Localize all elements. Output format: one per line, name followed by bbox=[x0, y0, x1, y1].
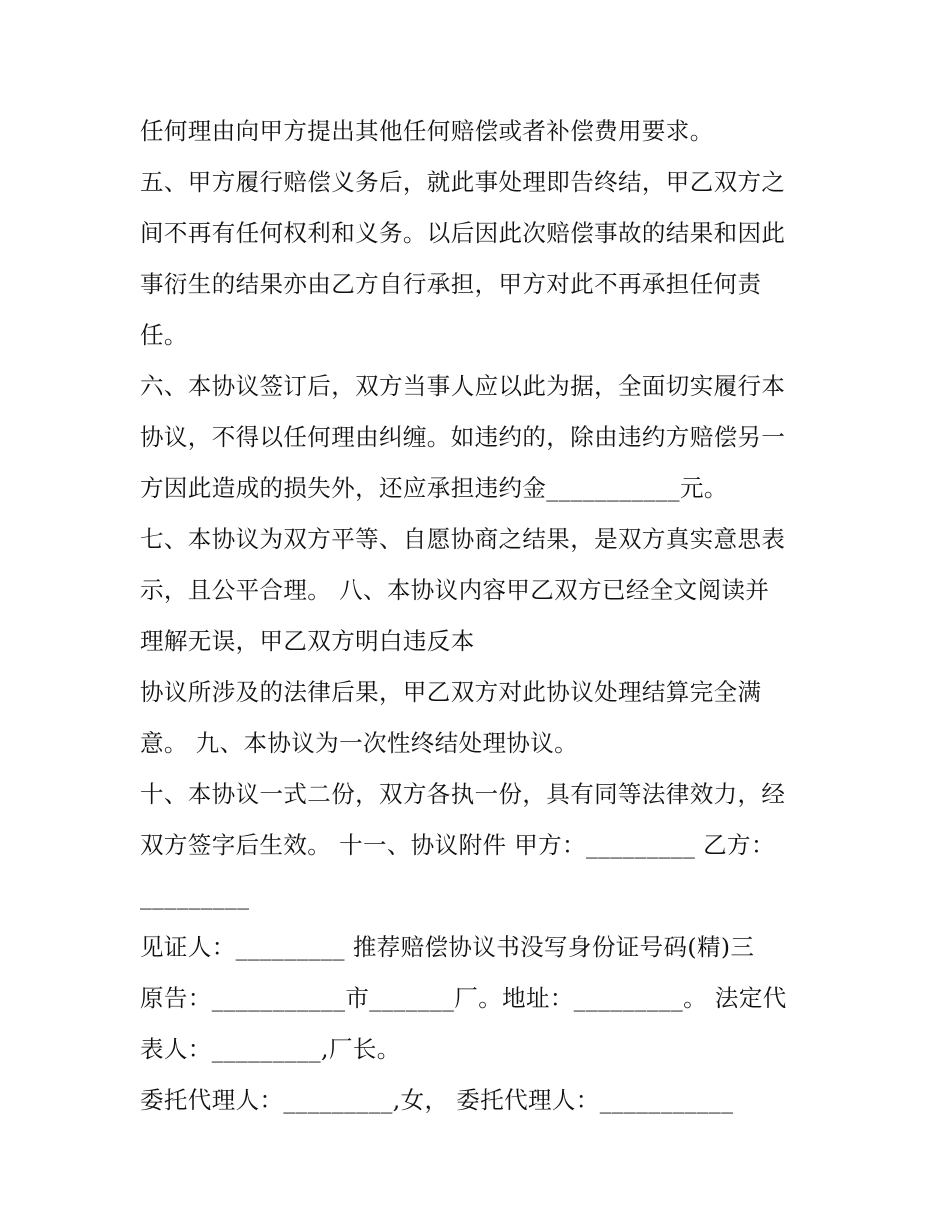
plaintiff-line: 原告：___________市_______厂。地址：_________。 法定代 bbox=[140, 984, 787, 1012]
clause-8-line-3: 协议所涉及的法律后果，甲乙双方对此协议处理结算完全满 bbox=[140, 678, 762, 706]
clause-6-line-3: 方因此造成的损失外，还应承担违约金___________元。 bbox=[140, 474, 728, 502]
clause-10-11-line: 双方签字后生效。 十一、协议附件 甲方：_________ 乙方： bbox=[140, 831, 775, 859]
clause-5-line-4: 任。 bbox=[140, 321, 188, 349]
witness-line: 见证人：_________ 推荐赔偿协议书没写身份证号码(精)三 bbox=[140, 933, 755, 961]
clause-7-line-1: 七、本协议为双方平等、自愿协商之结果，是双方真实意思表 bbox=[140, 525, 786, 553]
clause-5-line-3: 事衍生的结果亦由乙方自行承担，甲方对此不再承担任何责 bbox=[140, 270, 762, 298]
clause-8-line-2: 理解无误，甲乙双方明白违反本 bbox=[140, 627, 475, 655]
clause-9-line: 意。 九、本协议为一次性终结处理协议。 bbox=[140, 729, 579, 757]
legal-representative-line: 表人：_________,厂长。 bbox=[140, 1035, 401, 1063]
agent-line: 委托代理人：_________,女， 委托代理人：___________ bbox=[140, 1086, 734, 1114]
text-line: 任何理由向甲方提出其他任何赔偿或者补偿费用要求。 bbox=[140, 117, 714, 145]
document-body bbox=[140, 106, 820, 1126]
clause-6-line-2: 协议，不得以任何理由纠缠。如违约的，除由违约方赔偿另一 bbox=[140, 423, 786, 451]
clause-10-line-1: 十、本协议一式二份，双方各执一份，具有同等法律效力，经 bbox=[140, 780, 786, 808]
clause-7-8-line: 示，且公平合理。 八、本协议内容甲乙双方已经全文阅读并 bbox=[140, 576, 770, 604]
clause-6-line-1: 六、本协议签订后，双方当事人应以此为据，全面切实履行本 bbox=[140, 372, 786, 400]
clause-5-line-1: 五、甲方履行赔偿义务后，就此事处理即告终结，甲乙双方之 bbox=[140, 168, 786, 196]
clause-5-line-2: 间不再有任何权利和义务。以后因此次赔偿事故的结果和因此 bbox=[140, 219, 786, 247]
party-b-signature-blank: _________ bbox=[140, 882, 250, 910]
